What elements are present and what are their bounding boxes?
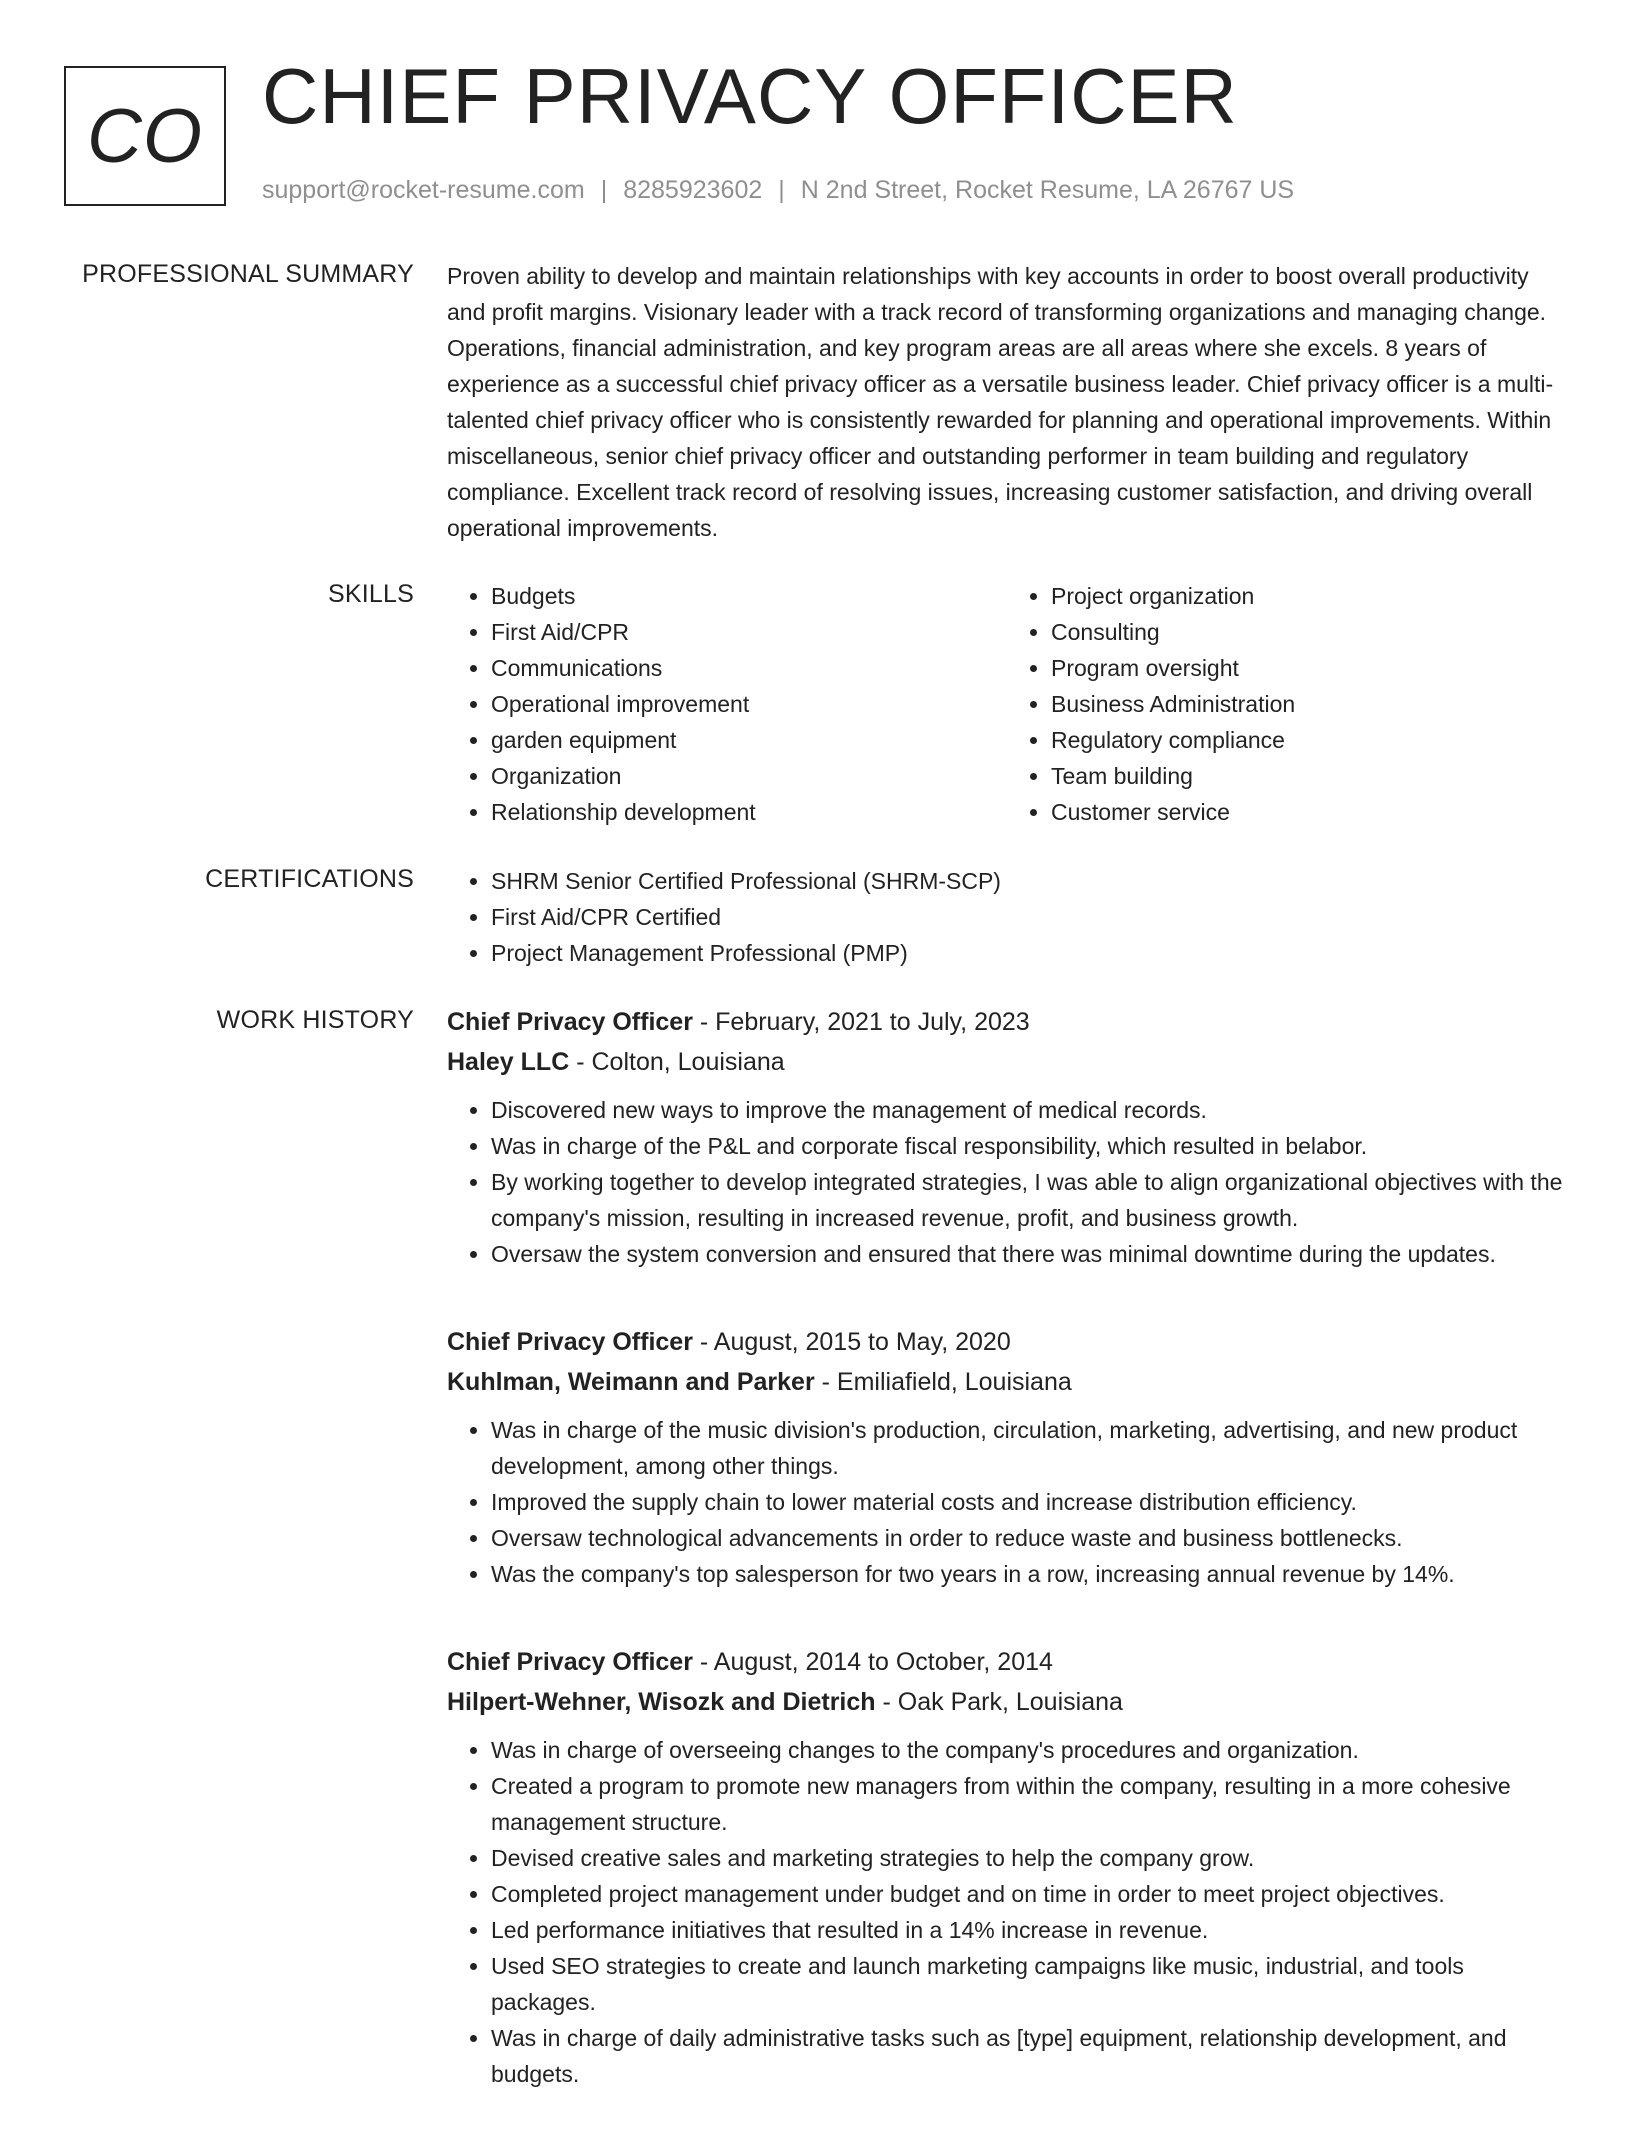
contact-separator: | [778, 176, 785, 204]
certifications-body [447, 863, 1567, 971]
skill-item: • Budgets [491, 578, 1007, 614]
monogram-initials: CO [87, 93, 203, 179]
job-company: Haley LLC [447, 1048, 570, 1076]
certification-item: • First Aid/CPR Certified [491, 899, 1567, 935]
certifications-list [447, 863, 1567, 971]
job-bullet-list [447, 1732, 1567, 2092]
job-bullet: • Discovered new ways to improve the management of medical records. [491, 1092, 1567, 1128]
job-bullet: • Devised creative sales and marketing strategies to help the company grow. [491, 1840, 1567, 1876]
job-location: - Oak Park, Louisiana [875, 1688, 1123, 1716]
work-history-heading: WORK HISTORY [216, 1006, 414, 1034]
job-company: Kuhlman, Weimann and Parker [447, 1368, 815, 1396]
certification-item: • Project Management Professional (PMP) [491, 935, 1567, 971]
job-bullet-list [447, 1412, 1567, 1592]
skill-item: • Communications [491, 650, 1007, 686]
job-entry [447, 1642, 1567, 2092]
job-bullet: • Was in charge of overseeing changes to the company's procedures and organization. [491, 1732, 1567, 1768]
contact-address: N 2nd Street, Rocket Resume, LA 26767 US [800, 176, 1295, 204]
skill-item: • Program oversight [1051, 650, 1567, 686]
job-dates: - August, 2014 to October, 2014 [692, 1648, 1053, 1676]
job-title-line [447, 1642, 1567, 1682]
job-company-line [447, 1682, 1567, 1722]
contact-email[interactable]: support@rocket-resume.com [262, 176, 585, 204]
certification-item: • SHRM Senior Certified Professional (SHRM-SCP) [491, 863, 1567, 899]
job-entry [447, 1322, 1567, 1592]
contact-phone[interactable]: 8285923602 [623, 176, 763, 204]
skill-item: • Regulatory compliance [1051, 722, 1567, 758]
job-title-line [447, 1322, 1567, 1362]
job-bullet: • Oversaw technological advancements in order to reduce waste and business bottlenecks. [491, 1520, 1567, 1556]
job-bullet: • Was in charge of the music division's production, circulation, marketing, advertising, and new product development, among other things. [491, 1412, 1567, 1484]
skill-item: • Business Administration [1051, 686, 1567, 722]
monogram-badge [64, 66, 226, 206]
skills-grid [447, 578, 1567, 830]
job-bullet-list [447, 1092, 1567, 1272]
job-bullet: • Improved the supply chain to lower material costs and increase distribution efficiency. [491, 1484, 1567, 1520]
skill-item: • Project organization [1051, 578, 1567, 614]
skill-item: • garden equipment [491, 722, 1007, 758]
job-bullet: • Completed project management under budget and on time in order to meet project objectives. [491, 1876, 1567, 1912]
summary-heading: PROFESSIONAL SUMMARY [82, 260, 414, 288]
job-location: - Emiliafield, Louisiana [814, 1368, 1072, 1396]
job-bullet: • Was in charge of the P&L and corporate fiscal responsibility, which resulted in belabor. [491, 1128, 1567, 1164]
skill-item: • Operational improvement [491, 686, 1007, 722]
job-company: Hilpert-Wehner, Wisozk and Dietrich [447, 1688, 876, 1716]
skills-list-right [1007, 578, 1567, 830]
job-bullet: • Was in charge of daily administrative tasks such as [type] equipment, relationship development, and budgets. [491, 2020, 1567, 2092]
skill-item: • Consulting [1051, 614, 1567, 650]
job-company-line [447, 1042, 1567, 1082]
job-bullet: • Used SEO strategies to create and launch marketing campaigns like music, industrial, and tools packages. [491, 1948, 1567, 2020]
job-dates: - February, 2021 to July, 2023 [692, 1008, 1030, 1036]
skills-list-left [447, 578, 1007, 830]
contact-line [262, 176, 1294, 205]
skill-item: • First Aid/CPR [491, 614, 1007, 650]
job-bullet: • Created a program to promote new managers from within the company, resulting in a more cohesive management structure. [491, 1768, 1567, 1840]
job-location: - Colton, Louisiana [569, 1048, 785, 1076]
skill-item: • Organization [491, 758, 1007, 794]
skills-heading: SKILLS [328, 580, 414, 608]
job-bullet: • Was the company's top salesperson for two years in a row, increasing annual revenue by 14%. [491, 1556, 1567, 1592]
job-bullet: • Led performance initiatives that resulted in a 14% increase in revenue. [491, 1912, 1567, 1948]
job-title: Chief Privacy Officer [447, 1648, 693, 1676]
resume-title: CHIEF PRIVACY OFFICER [262, 52, 1238, 140]
skill-item: • Customer service [1051, 794, 1567, 830]
job-bullet: • Oversaw the system conversion and ensured that there was minimal downtime during the updates. [491, 1236, 1567, 1272]
job-title: Chief Privacy Officer [447, 1328, 693, 1356]
work-history-body [447, 1002, 1567, 2142]
job-company-line [447, 1362, 1567, 1402]
skill-item: • Team building [1051, 758, 1567, 794]
job-title: Chief Privacy Officer [447, 1008, 693, 1036]
contact-separator: | [600, 176, 608, 204]
job-bullet: • By working together to develop integrated strategies, I was able to align organizational objectives with the company's mission, resulting in increased revenue, profit, and business growth. [491, 1164, 1567, 1236]
job-dates: - August, 2015 to May, 2020 [692, 1328, 1011, 1356]
summary-text: Proven ability to develop and maintain relationships with key accounts in order to boost overall productivity and profit margins. Visionary leader with a track record of transforming organizations and managing change. Operations, financial administration, and key program areas are all areas where she excels. 8 years of experience as a successful chief privacy officer as a versatile business leader. Chief privacy officer is a multi-talented chief privacy officer who is consistently rewarded for planning and operational improvements. Within miscellaneous, senior chief privacy officer and outstanding performer in team building and regulatory compliance. Excellent track record of resolving issues, increasing customer satisfaction, and driving overall operational improvements. [447, 263, 1554, 541]
job-entry [447, 1002, 1567, 1272]
skill-item: • Relationship development [491, 794, 1007, 830]
job-title-line [447, 1002, 1567, 1042]
certifications-heading: CERTIFICATIONS [205, 865, 414, 893]
